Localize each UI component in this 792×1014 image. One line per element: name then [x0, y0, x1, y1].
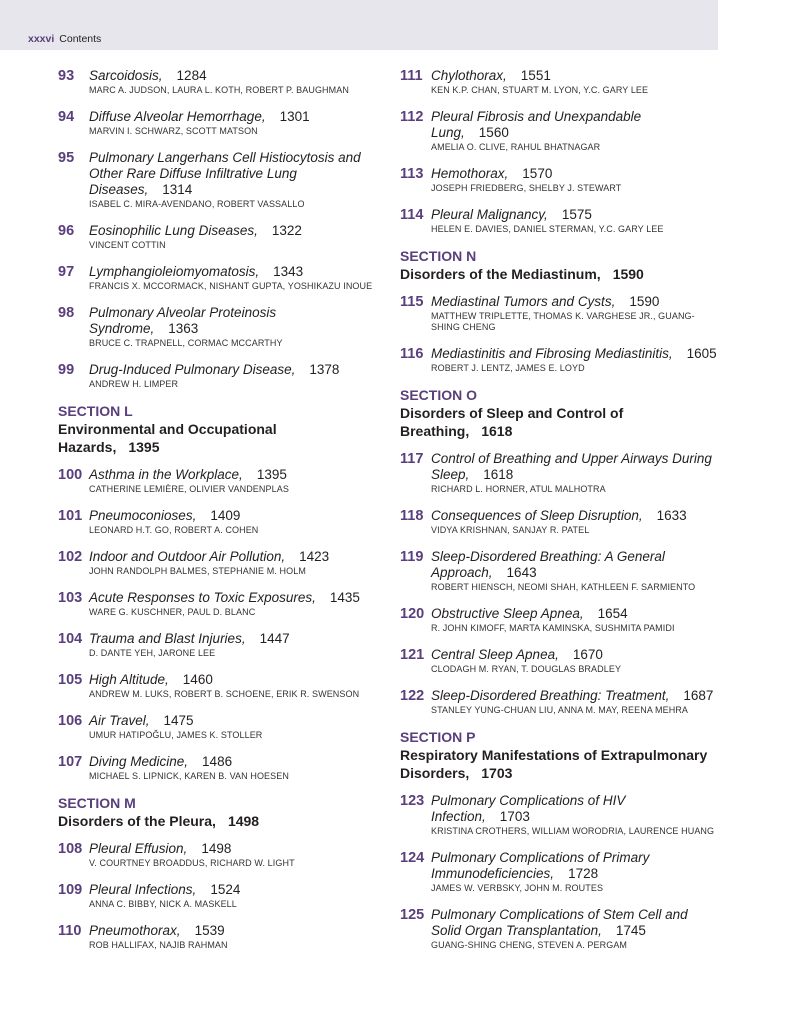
left-column	[58, 68, 376, 964]
chapter-authors: ROBERT HIENSCH, NEOMI SHAH, KATHLEEN F. SARMIENTO	[431, 582, 696, 592]
page-number: xxxvi	[28, 33, 55, 45]
chapter-page: 1460	[182, 672, 213, 687]
chapter-title: Consequences of Sleep Disruption, 1633	[431, 508, 687, 523]
chapter-authors: V. COURTNEY BROADDUS, RICHARD W. LIGHT	[89, 858, 295, 868]
toc-entry[interactable]	[58, 223, 376, 251]
chapter-number: 108	[58, 841, 83, 857]
toc-entry[interactable]	[58, 590, 376, 618]
toc-entry[interactable]	[400, 294, 720, 333]
chapter-authors: JAMES W. VERBSKY, JOHN M. ROUTES	[431, 883, 604, 893]
chapter-authors: RICHARD L. HORNER, ATUL MALHOTRA	[431, 484, 606, 494]
toc-entry[interactable]	[58, 150, 376, 210]
chapter-number: 121	[400, 647, 425, 663]
chapter-number: 103	[58, 590, 83, 606]
chapter-number: 99	[58, 362, 75, 378]
chapter-title: Pulmonary Langerhans Cell Histiocytosis and Other Rare Diffuse Infiltrative Lung Diseases, 1314	[89, 150, 361, 197]
toc-entry[interactable]	[400, 549, 720, 593]
chapter-page: 1687	[683, 688, 714, 703]
chapter-page: 1605	[686, 346, 717, 361]
chapter-authors: JOHN RANDOLPH BALMES, STEPHANIE M. HOLM	[89, 566, 306, 576]
chapter-page: 1745	[615, 923, 646, 938]
chapter-number: 104	[58, 631, 83, 647]
chapter-authors: MATTHEW TRIPLETTE, THOMAS K. VARGHESE JR., GUANG-SHING CHENG	[431, 311, 695, 332]
section-label: SECTION O	[400, 387, 478, 403]
toc-entry[interactable]	[400, 907, 720, 951]
chapter-number: 96	[58, 223, 75, 239]
toc-entry[interactable]	[58, 68, 376, 96]
toc-entry[interactable]	[400, 68, 720, 96]
chapter-authors: MARC A. JUDSON, LAURA L. KOTH, ROBERT P. BAUGHMAN	[89, 85, 349, 95]
chapter-title: Sleep-Disordered Breathing: Treatment, 1687	[431, 688, 714, 703]
toc-entry[interactable]	[400, 647, 720, 675]
chapter-title: Eosinophilic Lung Diseases, 1322	[89, 223, 302, 238]
chapter-title: Diving Medicine, 1486	[89, 754, 233, 769]
section-p	[400, 729, 720, 782]
chapter-page: 1363	[168, 321, 199, 336]
toc-entry[interactable]	[58, 754, 376, 782]
chapter-number: 110	[58, 923, 82, 939]
toc-entry[interactable]	[58, 362, 376, 390]
chapter-title: Pulmonary Complications of HIV Infection, 1703	[431, 793, 626, 824]
chapter-title: Indoor and Outdoor Air Pollution, 1423	[89, 549, 330, 564]
chapter-page: 1618	[483, 467, 514, 482]
chapter-title: Diffuse Alveolar Hemorrhage, 1301	[89, 109, 310, 124]
chapter-authors: MARVIN I. SCHWARZ, SCOTT MATSON	[89, 126, 258, 136]
chapter-page: 1314	[162, 182, 193, 197]
chapter-title: Lymphangioleiomyomatosis, 1343	[89, 264, 304, 279]
chapter-number: 114	[400, 207, 424, 223]
toc-entry[interactable]	[400, 109, 720, 153]
chapter-authors: ANNA C. BIBBY, NICK A. MASKELL	[89, 899, 237, 909]
chapter-number: 106	[58, 713, 83, 729]
toc-entry[interactable]	[58, 109, 376, 137]
section-o	[400, 387, 720, 440]
chapter-number: 113	[400, 166, 424, 182]
chapter-page: 1423	[299, 549, 330, 564]
chapter-authors: STANLEY YUNG-CHUAN LIU, ANNA M. MAY, REENA MEHRA	[431, 705, 689, 715]
section-title: Disorders of Sleep and Control of Breathing, 1618	[400, 405, 624, 439]
chapter-authors: VIDYA KRISHNAN, SANJAY R. PATEL	[431, 525, 590, 535]
toc-entry[interactable]	[400, 606, 720, 634]
right-column	[400, 68, 720, 964]
chapter-page: 1654	[597, 606, 628, 621]
chapter-authors: CATHERINE LEMIÈRE, OLIVIER VANDENPLAS	[89, 484, 289, 494]
section-title: Environmental and Occupational Hazards, 1395	[58, 421, 277, 455]
chapter-page: 1435	[329, 590, 360, 605]
chapter-number: 107	[58, 754, 83, 770]
chapter-authors: ROBERT J. LENTZ, JAMES E. LOYD	[431, 363, 585, 373]
toc-entry[interactable]	[58, 631, 376, 659]
chapter-title: Obstructive Sleep Apnea, 1654	[431, 606, 628, 621]
chapter-title: Mediastinitis and Fibrosing Mediastinitis, 1605	[431, 346, 717, 361]
chapter-number: 109	[58, 882, 83, 898]
chapter-authors: ANDREW M. LUKS, ROBERT B. SCHOENE, ERIK R. SWENSON	[89, 689, 360, 699]
toc-entry[interactable]	[400, 508, 720, 536]
toc-entry[interactable]	[400, 207, 720, 235]
chapter-number: 94	[58, 109, 75, 125]
chapter-page: 1551	[520, 68, 551, 83]
chapter-number: 98	[58, 305, 75, 321]
chapter-authors: ANDREW H. LIMPER	[89, 379, 179, 389]
section-l	[58, 403, 376, 456]
chapter-page: 1475	[163, 713, 194, 728]
chapter-number: 93	[58, 68, 75, 84]
chapter-number: 112	[400, 109, 424, 125]
chapter-authors: WARE G. KUSCHNER, PAUL D. BLANC	[89, 607, 256, 617]
chapter-title: Pleural Effusion, 1498	[89, 841, 232, 856]
chapter-page: 1378	[309, 362, 340, 377]
chapter-authors: UMUR HATIPOĞLU, JAMES K. STOLLER	[89, 730, 263, 740]
chapter-number: 115	[400, 294, 424, 310]
chapter-title: Acute Responses to Toxic Exposures, 1435	[89, 590, 360, 605]
chapter-authors: KEN K.P. CHAN, STUART M. LYON, Y.C. GARY LEE	[431, 85, 649, 95]
toc-entry[interactable]	[58, 549, 376, 577]
section-label: SECTION P	[400, 729, 476, 745]
toc-entry[interactable]	[58, 264, 376, 292]
chapter-page: 1301	[279, 109, 310, 124]
chapter-page: 1447	[259, 631, 290, 646]
chapter-number: 118	[400, 508, 424, 524]
section-title: Disorders of the Pleura, 1498	[58, 813, 260, 829]
section-title: Disorders of the Mediastinum, 1590	[400, 266, 644, 282]
toc-entry[interactable]	[58, 508, 376, 536]
toc-entry[interactable]	[58, 467, 376, 495]
section-label: SECTION L	[58, 403, 133, 419]
toc-entry[interactable]	[58, 882, 376, 910]
chapter-title: Pneumothorax, 1539	[89, 923, 225, 938]
chapter-authors: D. DANTE YEH, JARONE LEE	[89, 648, 216, 658]
chapter-authors: JOSEPH FRIEDBERG, SHELBY J. STEWART	[431, 183, 622, 193]
chapter-page: 1322	[271, 223, 302, 238]
chapter-page: 1560	[478, 125, 509, 140]
chapter-title: Pulmonary Complications of Primary Immunodeficiencies, 1728	[431, 850, 650, 881]
chapter-title: Air Travel, 1475	[89, 713, 194, 728]
chapter-title: Mediastinal Tumors and Cysts, 1590	[431, 294, 660, 309]
chapter-page: 1498	[201, 841, 232, 856]
chapter-authors: BRUCE C. TRAPNELL, CORMAC MCCARTHY	[89, 338, 283, 348]
chapter-page: 1284	[176, 68, 207, 83]
chapter-number: 101	[58, 508, 83, 524]
toc-entry[interactable]	[58, 305, 376, 349]
chapter-title: Trauma and Blast Injuries, 1447	[89, 631, 290, 646]
running-head	[28, 33, 101, 45]
chapter-title: Central Sleep Apnea, 1670	[431, 647, 603, 662]
section-label: SECTION M	[58, 795, 136, 811]
chapter-number: 117	[400, 451, 424, 467]
toc-entry[interactable]	[400, 793, 720, 837]
chapter-page: 1395	[256, 467, 287, 482]
section-page: 1703	[481, 765, 513, 781]
chapter-title: Pleural Fibrosis and Unexpandable Lung, 1560	[431, 109, 642, 140]
chapter-authors: MICHAEL S. LIPNICK, KAREN B. VAN HOESEN	[89, 771, 289, 781]
chapter-authors: VINCENT COTTIN	[89, 240, 166, 250]
toc-entry[interactable]	[58, 923, 376, 951]
chapter-number: 122	[400, 688, 425, 704]
chapter-number: 120	[400, 606, 425, 622]
toc-entry[interactable]	[400, 166, 720, 194]
running-head-label: Contents	[59, 33, 102, 45]
chapter-number: 111	[400, 68, 423, 84]
section-n	[400, 248, 720, 283]
chapter-title: Drug-Induced Pulmonary Disease, 1378	[89, 362, 340, 377]
toc-entry[interactable]	[400, 688, 720, 716]
chapter-page: 1670	[572, 647, 603, 662]
chapter-authors: AMELIA O. CLIVE, RAHUL BHATNAGAR	[431, 142, 601, 152]
chapter-number: 123	[400, 793, 425, 809]
section-m	[58, 795, 376, 830]
chapter-title: Pleural Malignancy, 1575	[431, 207, 592, 222]
chapter-page: 1409	[210, 508, 241, 523]
chapter-page: 1643	[506, 565, 537, 580]
chapter-authors: KRISTINA CROTHERS, WILLIAM WORODRIA, LAURENCE HUANG	[431, 826, 715, 836]
chapter-page: 1590	[629, 294, 660, 309]
chapter-title: Asthma in the Workplace, 1395	[89, 467, 287, 482]
chapter-title: Chylothorax, 1551	[431, 68, 551, 83]
toc-entry[interactable]	[400, 451, 720, 495]
chapter-number: 124	[400, 850, 425, 866]
chapter-page: 1575	[561, 207, 592, 222]
chapter-page: 1633	[656, 508, 687, 523]
chapter-number: 97	[58, 264, 75, 280]
chapter-authors: HELEN E. DAVIES, DANIEL STERMAN, Y.C. GARY LEE	[431, 224, 664, 234]
chapter-title: Sleep-Disordered Breathing: A General Approach, 1643	[431, 549, 665, 580]
toc-entry[interactable]	[400, 346, 720, 374]
header-band	[0, 0, 718, 50]
section-page: 1395	[128, 439, 160, 455]
toc-entry[interactable]	[58, 713, 376, 741]
chapter-authors: R. JOHN KIMOFF, MARTA KAMINSKA, SUSHMITA PAMIDI	[431, 623, 675, 633]
chapter-title: Pneumoconioses, 1409	[89, 508, 241, 523]
chapter-authors: GUANG-SHING CHENG, STEVEN A. PERGAM	[431, 940, 628, 950]
chapter-number: 102	[58, 549, 83, 565]
chapter-title: Pleural Infections, 1524	[89, 882, 241, 897]
chapter-title: Hemothorax, 1570	[431, 166, 553, 181]
chapter-title: Pulmonary Alveolar Proteinosis Syndrome, 1363	[89, 305, 277, 336]
chapter-authors: CLODAGH M. RYAN, T. DOUGLAS BRADLEY	[431, 664, 622, 674]
chapter-page: 1486	[202, 754, 233, 769]
chapter-title: Sarcoidosis, 1284	[89, 68, 207, 83]
chapter-page: 1570	[522, 166, 553, 181]
chapter-title: High Altitude, 1460	[89, 672, 213, 687]
chapter-authors: ISABEL C. MIRA-AVENDANO, ROBERT VASSALLO	[89, 199, 305, 209]
chapter-page: 1728	[568, 866, 599, 881]
chapter-number: 100	[58, 467, 83, 483]
section-page: 1590	[612, 266, 644, 282]
chapter-number: 95	[58, 150, 75, 166]
section-page: 1498	[227, 813, 260, 829]
chapter-number: 125	[400, 907, 425, 923]
chapter-page: 1703	[499, 809, 530, 824]
chapter-authors: LEONARD H.T. GO, ROBERT A. COHEN	[89, 525, 259, 535]
chapter-page: 1539	[194, 923, 225, 938]
toc-entry[interactable]	[58, 841, 376, 869]
chapter-page: 1524	[210, 882, 241, 897]
toc-entry[interactable]	[400, 850, 720, 894]
chapter-authors: ROB HALLIFAX, NAJIB RAHMAN	[89, 940, 228, 950]
chapter-title: Pulmonary Complications of Stem Cell and Solid Organ Transplantation, 1745	[431, 907, 688, 938]
chapter-number: 119	[400, 549, 424, 565]
chapter-number: 116	[400, 346, 424, 362]
section-page: 1618	[481, 423, 513, 439]
section-title: Respiratory Manifestations of Extrapulmonary Disorders, 1703	[400, 747, 708, 781]
section-label: SECTION N	[400, 248, 477, 264]
chapter-page: 1343	[273, 264, 304, 279]
chapter-title: Control of Breathing and Upper Airways During Sleep, 1618	[431, 451, 712, 482]
chapter-number: 105	[58, 672, 83, 688]
chapter-authors: FRANCIS X. MCCORMACK, NISHANT GUPTA, YOSHIKAZU INOUE	[89, 281, 373, 291]
toc-entry[interactable]	[58, 672, 376, 700]
